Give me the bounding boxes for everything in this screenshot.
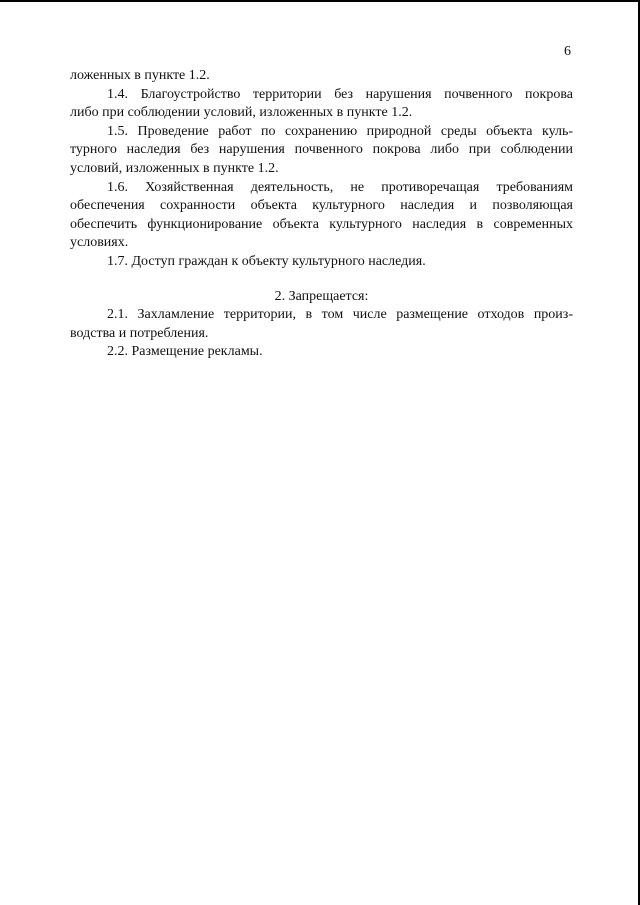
- text-line: обеспечить функционирование объекта культурного наследия в современных: [70, 216, 573, 232]
- paragraph-1-7: [70, 253, 573, 272]
- document-body: [70, 67, 573, 362]
- text-line: 1.4. Благоустройство территории без нарушения почвенного покрова: [107, 86, 573, 102]
- text-line: водства и потребления.: [70, 325, 209, 341]
- text-line: либо при соблюдении условий, изложенных в пункте 1.2.: [70, 105, 413, 121]
- paragraph-2-1: [70, 306, 573, 343]
- text-line: 2.1. Захламление территории, в том числе размещение отходов произ-: [107, 307, 573, 323]
- paragraph-continuation: [70, 67, 573, 86]
- text-line: обеспечения сохранности объекта культурного наследия и позволяющая: [70, 198, 573, 214]
- text-line: условиях.: [70, 235, 129, 251]
- text-line: 1.5. Проведение работ по сохранению природной среды объекта куль-: [107, 123, 573, 139]
- paragraph-1-6: [70, 179, 573, 253]
- text-line: турного наследия без нарушения почвенного покрова либо при соблюдении: [70, 142, 573, 158]
- text-line: 2.2. Размещение рекламы.: [107, 344, 263, 360]
- page-number: 6: [564, 44, 571, 59]
- text-line: ложенных в пункте 1.2.: [70, 68, 210, 83]
- paragraph-1-4: [70, 86, 573, 123]
- section-2-heading: 2. Запрещается:: [274, 288, 369, 304]
- paragraph-1-5: [70, 123, 573, 179]
- text-line: условий, изложенных в пункте 1.2.: [70, 160, 279, 176]
- text-line: 1.7. Доступ граждан к объекту культурного наследия.: [107, 253, 426, 269]
- paragraph-2-2: [70, 343, 573, 362]
- text-line: 1.6. Хозяйственная деятельность, не противоречащая требованиям: [107, 179, 573, 195]
